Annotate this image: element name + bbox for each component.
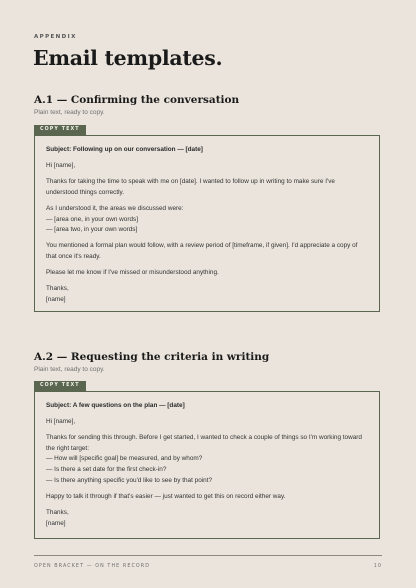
page-number: 10 <box>373 564 382 569</box>
email-list-block <box>46 204 368 236</box>
section-subheading-a1: Plain text, ready to copy. <box>34 109 105 116</box>
email-greeting: Hi [name], <box>46 417 76 425</box>
email-list-item: — [area one, in your own words] <box>46 215 138 223</box>
email-signoff-line: Thanks, <box>46 285 69 293</box>
email-paragraph: Happy to talk it through if that's easier — just wanted to get this on record either way. <box>46 492 286 500</box>
page-title: Email templates. <box>33 46 223 70</box>
email-subject: Subject: Following up on our conversation — [date] <box>46 146 203 153</box>
email-paragraph: Thanks for taking the time to speak with me on [date]. I wanted to follow up in writing to make sure I've understood things correctly. <box>46 178 335 196</box>
footer-publication-name: OPEN BRACKET — ON THE RECORD <box>34 564 151 569</box>
section-subheading-a2: Plain text, ready to copy. <box>34 366 105 373</box>
email-signoff <box>46 508 368 529</box>
email-signoff-name: [name] <box>46 519 66 527</box>
email-list-block <box>46 433 368 486</box>
email-list-item: — Is there anything specific you'd like to see by that point? <box>46 476 213 484</box>
email-list-intro: As I understood it, the areas we discussed were: <box>46 204 184 212</box>
copy-text-button-a1[interactable]: COPY TEXT <box>34 125 86 135</box>
email-list-item: — Is there a set date for the first check-in? <box>46 465 167 473</box>
copy-text-button-a2[interactable]: COPY TEXT <box>34 381 86 391</box>
section-kicker: APPENDIX <box>34 34 77 40</box>
footer-divider <box>34 555 382 556</box>
email-list-item: — [area two, in your own words] <box>46 226 138 234</box>
email-template-box-a2[interactable] <box>34 391 380 539</box>
email-signoff-line: Thanks, <box>46 508 69 516</box>
email-paragraph: You mentioned a formal plan would follow, with a review period of [timeframe, if given]. I'd appreciate a copy of that once it's ready. <box>46 242 358 260</box>
email-template-box-a1[interactable] <box>34 135 380 312</box>
section-heading-a2: A.2 — Requesting the criteria in writing <box>34 351 270 363</box>
email-list-intro: Thanks for sending this through. Before I get started, I wanted to check a couple of things so I'm working toward the right target: <box>46 434 362 452</box>
email-list-item: — How will [specific goal] be measured, and by whom? <box>46 455 203 463</box>
email-paragraph: Please let me know if I've missed or misunderstood anything. <box>46 269 219 277</box>
email-subject: Subject: A few questions on the plan — [date] <box>46 402 185 409</box>
email-greeting: Hi [name], <box>46 161 76 169</box>
section-heading-a1: A.1 — Confirming the conversation <box>34 94 240 106</box>
email-signoff-name: [name] <box>46 295 66 303</box>
email-signoff <box>46 284 368 305</box>
